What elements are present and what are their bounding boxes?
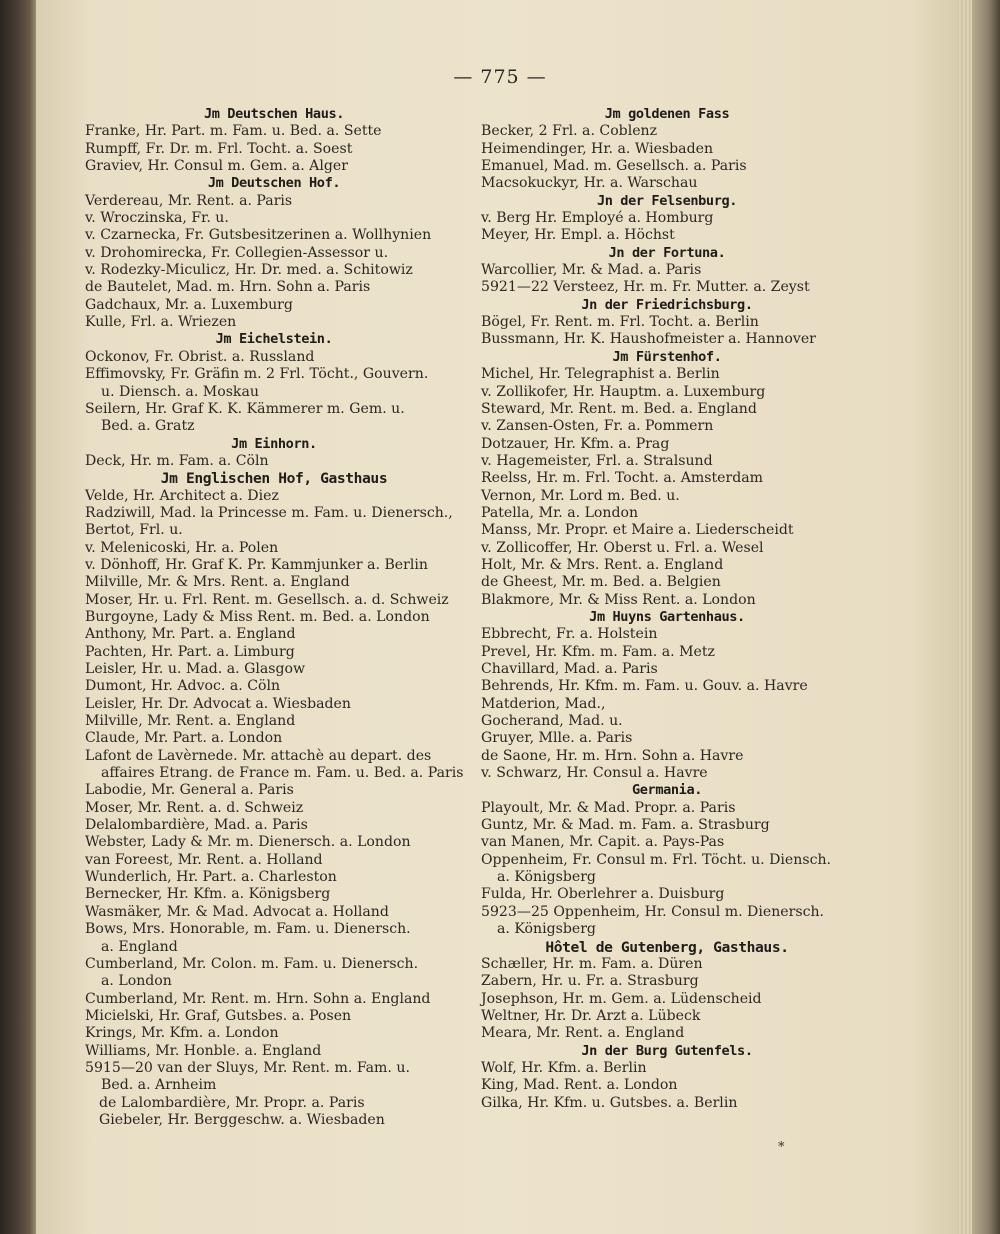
guest-entry: v. Zansen-Osten, Fr. a. Pommern: [481, 418, 714, 435]
guest-entry: Patella, Mr. a. London: [481, 504, 639, 521]
guest-entry: Steward, Mr. Rent. m. Bed. a. England: [481, 400, 757, 417]
guest-entry: v. Schwarz, Hr. Consul a. Havre: [481, 765, 708, 782]
book-spine-edge: [972, 0, 1000, 1234]
guest-entry: Lafont de Lavèrnede. Mr. attachè au depart. des: [85, 747, 432, 764]
guest-entry: Dumont, Hr. Advoc. a. Cöln: [85, 678, 281, 695]
guest-entry: Chavillard, Mad. a. Paris: [481, 661, 658, 677]
guest-entry: v. Hagemeister, Frl. a. Stralsund: [481, 452, 713, 469]
guest-entry: v. Rodezky-Miculicz, Hr. Dr. med. a. Schitowiz: [85, 262, 413, 279]
guest-entry: Gocherand, Mad. u.: [481, 713, 623, 730]
guest-entry: Gilka, Hr. Kfm. u. Gutsbes. a. Berlin: [481, 1094, 738, 1111]
guest-entry: Micielski, Hr. Graf, Gutsbes. a. Posen: [85, 1007, 352, 1024]
guest-entry: a. Königsberg: [497, 921, 596, 938]
guest-entry: Manss, Mr. Propr. et Maire a. Liederscheidt: [481, 522, 794, 539]
guest-entry: Josephson, Hr. m. Gem. a. Lüdenscheid: [481, 990, 762, 1007]
guest-entry: Wunderlich, Hr. Part. a. Charleston: [85, 869, 337, 886]
guest-entry: Zabern, Hr. u. Fr. a. Strasburg: [481, 973, 699, 990]
guest-entry: Milville, Mr. Rent. a. England: [85, 713, 296, 730]
guest-entry: Webster, Lady & Mr. m. Dienersch. a. London: [85, 834, 411, 851]
section-heading: Jm Fürstenhof.: [612, 348, 722, 365]
section-heading: Jm Englischen Hof, Gasthaus: [160, 470, 388, 488]
guest-entry: Wolf, Hr. Kfm. a. Berlin: [481, 1059, 647, 1076]
guest-entry: 5921—22 Versteez, Hr. m. Fr. Mutter. a. Zeyst: [481, 279, 810, 296]
guest-entry: Velde, Hr. Architect a. Diez: [85, 487, 279, 504]
guest-entry: van Foreest, Mr. Rent. a. Holland: [85, 851, 323, 868]
guest-entry: Fulda, Hr. Oberlehrer a. Duisburg: [481, 886, 725, 903]
guest-entry: Bertot, Frl. u.: [85, 522, 183, 539]
guest-entry: Gruyer, Mlle. a. Paris: [481, 730, 633, 747]
guest-entry: Verdereau, Mr. Rent. a. Paris: [85, 192, 293, 209]
guest-entry: Emanuel, Mad. m. Gesellsch. a. Paris: [481, 158, 747, 175]
guest-entry: Vernon, Mr. Lord m. Bed. u.: [481, 487, 680, 504]
section-heading: Germania.: [631, 782, 703, 799]
guest-entry: Prevel, Hr. Kfm. m. Fam. a. Metz: [481, 643, 715, 660]
section-heading: Jn der Friedrichsburg.: [581, 296, 753, 313]
guest-entry: Pachten, Hr. Part. a. Limburg: [85, 643, 295, 660]
section-heading: Jn der Felsenburg.: [596, 192, 738, 209]
guest-entry: Matderion, Mad.,: [481, 695, 606, 712]
guest-entry: Leisler, Hr. u. Mad. a. Glasgow: [85, 661, 306, 677]
guest-entry: Rumpff, Fr. Dr. m. Frl. Tocht. a. Soest: [85, 140, 353, 157]
guest-entry: Bows, Mrs. Honorable, m. Fam. u. Dienersch.: [85, 921, 411, 938]
guest-entry: a. England: [101, 938, 178, 955]
section-heading: Jm Deutschen Haus.: [203, 106, 345, 122]
guest-entry: 5923—25 Oppenheim, Hr. Consul m. Dienersch.: [481, 903, 825, 920]
guest-entry: Michel, Hr. Telegraphist a. Berlin: [481, 366, 720, 383]
guest-entry: Oppenheim, Fr. Consul m. Frl. Töcht. u. Diensch.: [481, 851, 832, 868]
guest-entry: de Saone, Hr. m. Hrn. Sohn a. Havre: [481, 747, 744, 764]
guest-entry: Milville, Mr. & Mrs. Rent. a. England: [85, 574, 350, 591]
guest-entry: 5915—20 van der Sluys, Mr. Rent. m. Fam. u.: [85, 1059, 410, 1076]
guest-entry: Anthony, Mr. Part. a. England: [85, 626, 296, 643]
guest-entry: Bussmann, Hr. K. Haushofmeister a. Hannover: [481, 331, 816, 348]
guest-entry: Ockonov, Fr. Obrist. a. Russland: [85, 348, 315, 365]
guest-entry: Becker, 2 Frl. a. Coblenz: [481, 123, 658, 140]
guest-entry: Bögel, Fr. Rent. m. Frl. Tocht. a. Berlin: [481, 314, 759, 331]
guest-entry: v. Drohomirecka, Fr. Collegien-Assessor u.: [85, 244, 389, 261]
guest-entry: v. Dönhoff, Hr. Graf K. Pr. Kammjunker a. Berlin: [85, 556, 428, 573]
guest-entry: Playoult, Mr. & Mad. Propr. a. Paris: [481, 799, 736, 816]
right-column: [481, 106, 853, 1112]
guest-entry: Holt, Mr. & Mrs. Rent. a. England: [481, 556, 724, 573]
guest-entry: van Manen, Mr. Capit. a. Pays-Pas: [481, 834, 725, 851]
guest-entry: Moser, Hr. u. Frl. Rent. m. Gesellsch. a. d. Schweiz: [85, 591, 449, 608]
section-heading: Jm Huyns Gartenhaus.: [589, 608, 745, 625]
guest-entry: u. Diensch. a. Moskau: [101, 383, 259, 400]
guest-entry: Behrends, Hr. Kfm. m. Fam. u. Gouv. a. Havre: [481, 678, 808, 695]
guest-entry: Gadchaux, Mr. a. Luxemburg: [85, 296, 293, 313]
guest-entry: Claude, Mr. Part. a. London: [85, 730, 283, 747]
guest-entry: Bed. a. Gratz: [101, 418, 195, 435]
guest-entry: Weltner, Hr. Dr. Arzt a. Lübeck: [481, 1007, 701, 1024]
section-heading: Jm Deutschen Hof.: [207, 175, 341, 192]
guest-entry: Giebeler, Hr. Berggeschw. a. Wiesbaden: [99, 1111, 385, 1128]
guest-entry: Bernecker, Hr. Kfm. a. Königsberg: [85, 886, 331, 903]
section-heading: Jn der Burg Gutenfels.: [581, 1042, 753, 1059]
guest-entry: Deck, Hr. m. Fam. a. Cöln: [85, 452, 269, 469]
guest-entry: Meyer, Hr. Empl. a. Höchst: [481, 227, 675, 244]
guest-entry: Cumberland, Mr. Rent. m. Hrn. Sohn a. England: [85, 990, 431, 1007]
guest-entry: Seilern, Hr. Graf K. K. Kämmerer m. Gem. u.: [85, 400, 405, 417]
guest-entry: Delalombardière, Mad. a. Paris: [85, 817, 308, 834]
left-column: [85, 106, 463, 1129]
guest-entry: Labodie, Mr. General a. Paris: [85, 782, 294, 799]
guest-entry: Effimovsky, Fr. Gräfin m. 2 Frl. Töcht., Gouvern.: [85, 366, 429, 383]
guest-entry: Kulle, Frl. a. Wriezen: [85, 314, 237, 331]
guest-entry: v. Berg Hr. Employé a. Homburg: [481, 210, 714, 227]
section-heading: Jm Einhorn.: [231, 435, 317, 452]
guest-entry: de Gheest, Mr. m. Bed. a. Belgien: [481, 574, 721, 591]
guest-entry: v. Wroczinska, Fr. u.: [85, 210, 229, 227]
section-heading: Jn der Fortuna.: [608, 244, 726, 261]
guest-entry: Radziwill, Mad. la Princesse m. Fam. u. Dienersch.,: [85, 504, 453, 521]
guest-entry: de Lalombardière, Mr. Propr. a. Paris: [99, 1094, 365, 1111]
guest-entry: v. Zollikofer, Hr. Hauptm. a. Luxemburg: [481, 383, 766, 400]
guest-entry: Reelss, Hr. m. Frl. Tocht. a. Amsterdam: [481, 470, 764, 487]
guest-entry: Warcollier, Mr. & Mad. a. Paris: [481, 262, 702, 279]
guest-entry: affaires Etrang. de France m. Fam. u. Bed. a. Paris: [101, 765, 464, 782]
guest-entry: de Bautelet, Mad. m. Hrn. Sohn a. Paris: [85, 279, 371, 296]
guest-entry: Macsokuckyr, Hr. a. Warschau: [481, 175, 698, 192]
section-heading: Jm goldenen Fass: [604, 106, 730, 122]
section-heading: Jm Eichelstein.: [215, 331, 333, 348]
guest-entry: a. London: [101, 973, 172, 990]
guest-entry: v. Zollicoffer, Hr. Oberst u. Frl. a. Wesel: [481, 539, 764, 556]
guest-entry: Dotzauer, Hr. Kfm. a. Prag: [481, 435, 670, 452]
guest-entry: Guntz, Mr. & Mad. m. Fam. a. Strasburg: [481, 817, 770, 834]
guest-entry: Krings, Mr. Kfm. a. London: [85, 1025, 279, 1042]
page-number: — 775 —: [453, 66, 547, 88]
guest-entry: Burgoyne, Lady & Miss Rent. m. Bed. a. London: [85, 608, 430, 625]
guest-entry: Ebbrecht, Fr. a. Holstein: [481, 626, 658, 643]
guest-entry: v. Melenicoski, Hr. a. Polen: [85, 539, 279, 556]
section-heading: Hôtel de Gutenberg, Gasthaus.: [545, 938, 789, 956]
guest-entry: Wasmäker, Mr. & Mad. Advocat a. Holland: [85, 903, 389, 920]
guest-entry: Cumberland, Mr. Colon. m. Fam. u. Dienersch.: [85, 955, 419, 972]
guest-entry: King, Mad. Rent. a. London: [481, 1077, 678, 1094]
guest-entry: Moser, Mr. Rent. a. d. Schweiz: [85, 799, 304, 816]
guest-entry: Williams, Mr. Honble. a. England: [85, 1042, 322, 1059]
footer-mark: *: [778, 1140, 785, 1155]
guest-entry: Blakmore, Mr. & Miss Rent. a. London: [481, 591, 756, 608]
guest-entry: Graviev, Hr. Consul m. Gem. a. Alger: [85, 158, 348, 175]
page-edges: [958, 0, 972, 1234]
guest-entry: a. Königsberg: [497, 869, 596, 886]
guest-entry: v. Czarnecka, Fr. Gutsbesitzerinen a. Wollhynien: [85, 227, 432, 244]
guest-entry: Leisler, Hr. Dr. Advocat a. Wiesbaden: [85, 695, 351, 712]
guest-entry: Bed. a. Arnheim: [101, 1077, 217, 1094]
guest-entry: Heimendinger, Hr. a. Wiesbaden: [481, 140, 714, 157]
guest-entry: Schæller, Hr. m. Fam. a. Düren: [481, 955, 703, 972]
guest-entry: Franke, Hr. Part. m. Fam. u. Bed. a. Sette: [85, 123, 382, 140]
guest-entry: Meara, Mr. Rent. a. England: [481, 1025, 685, 1042]
